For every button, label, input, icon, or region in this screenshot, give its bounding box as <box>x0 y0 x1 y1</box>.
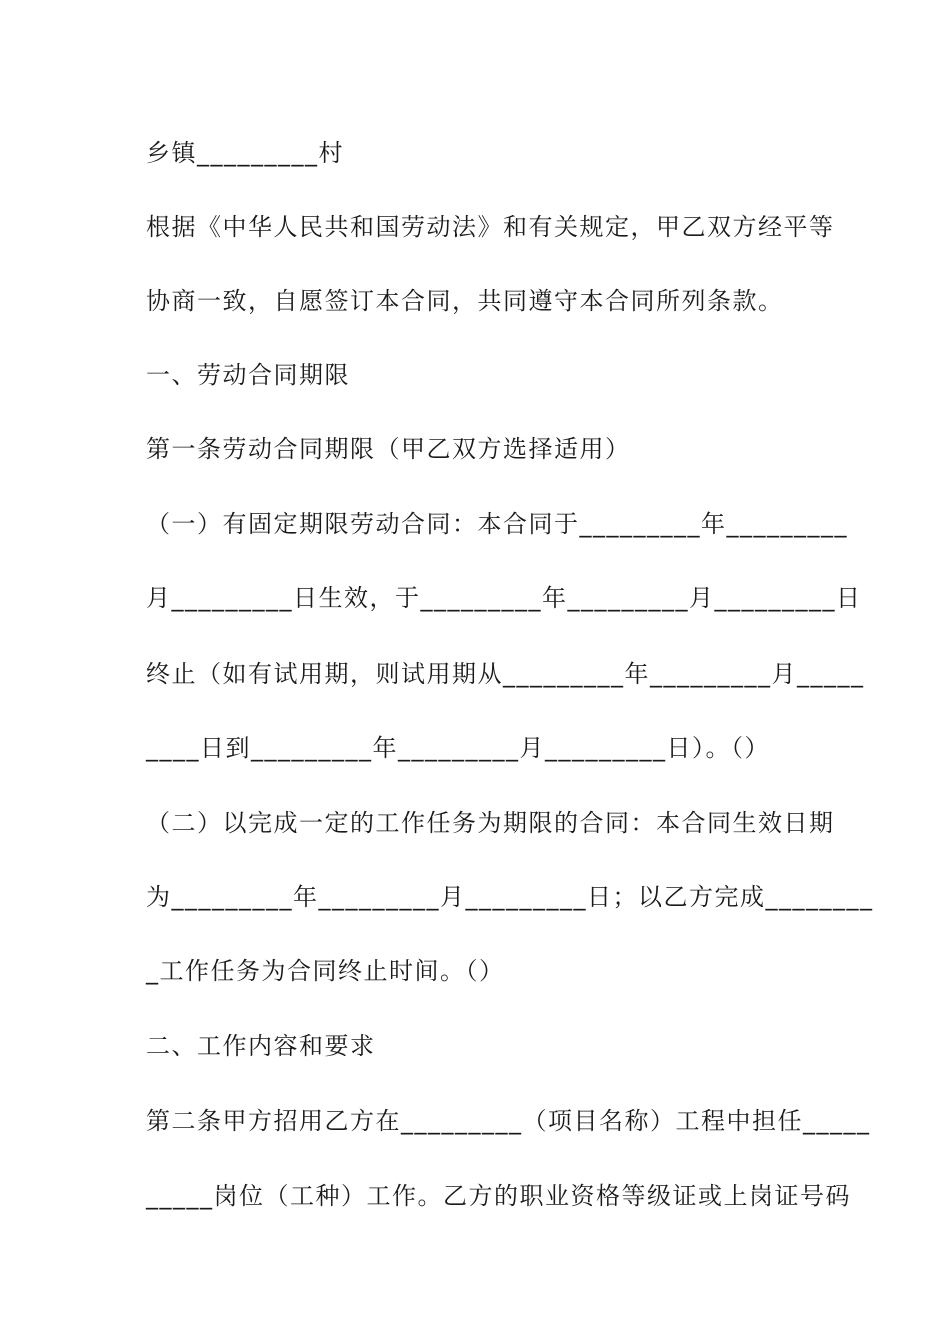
village-line: 乡镇_________村 <box>146 139 344 167</box>
clause-1-line-1: （一）有固定期限劳动合同：本合同于_________年_________ <box>146 510 848 538</box>
clause-1-line-4: ____日到_________年_________月_________日）。（） <box>146 734 770 762</box>
clause-1-line-2: 月_________日生效，于_________年_________月_________日 <box>146 584 862 612</box>
section-heading-2: 二、工作内容和要求 <box>146 1032 376 1060</box>
article-1-title: 第一条劳动合同期限（甲乙双方选择适用） <box>146 435 631 463</box>
section-heading-1: 一、劳动合同期限 <box>146 361 350 389</box>
clause-2-line-1: （二）以完成一定的工作任务为期限的合同：本合同生效日期 <box>146 809 835 837</box>
clause-2-line-3: _工作任务为合同终止时间。（） <box>146 957 505 985</box>
clause-1-line-3: 终止（如有试用期，则试用期从_________年_________月_____ <box>146 660 865 688</box>
article-2-line-1: 第二条甲方招用乙方在_________（项目名称）工程中担任_____ <box>146 1107 871 1135</box>
preamble-line-2: 协商一致，自愿签订本合同，共同遵守本合同所列条款。 <box>146 287 784 315</box>
preamble-line-1: 根据《中华人民共和国劳动法》和有关规定，甲乙双方经平等 <box>146 213 835 241</box>
article-2-line-2: _____岗位（工种）工作。乙方的职业资格等级证或上岗证号码 <box>146 1182 851 1210</box>
clause-2-line-2: 为_________年_________月_________日；以乙方完成________ <box>146 883 874 911</box>
